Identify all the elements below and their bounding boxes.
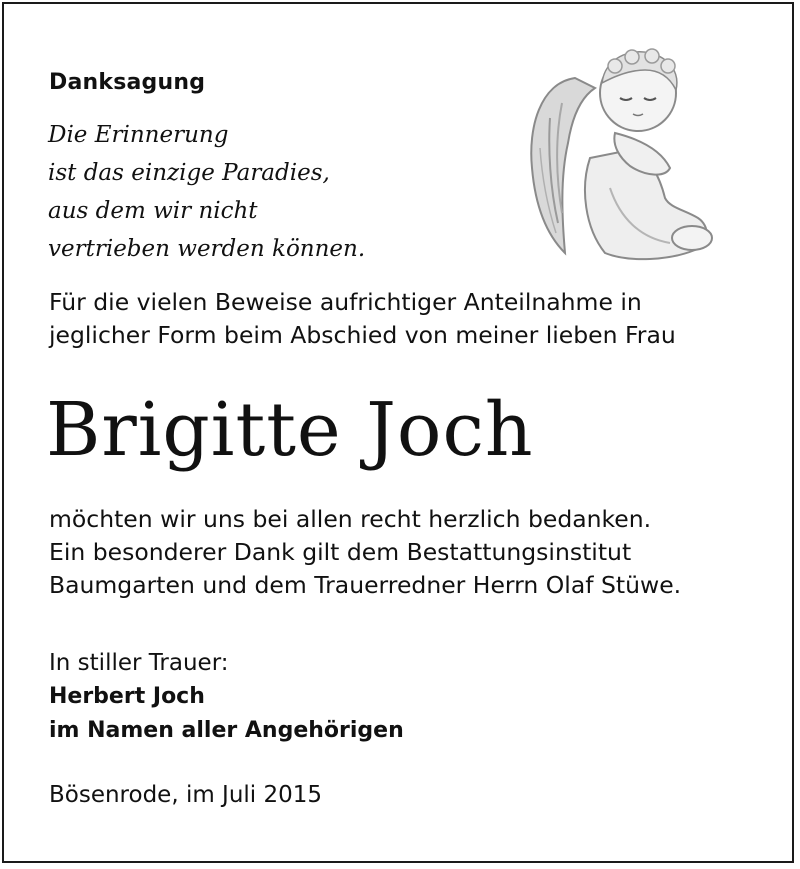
notice-heading: Danksagung [49,70,206,95]
place-date: Bösenrode, im Juli 2015 [49,782,323,808]
intro-paragraph [49,286,676,352]
deceased-name: Brigitte Joch [46,387,534,473]
angel-figure-icon [520,38,715,263]
mourning-label: In stiller Trauer: [49,650,229,676]
intro-line: jeglicher Form beim Abschied von meiner lieben Frau [49,321,676,349]
intro-line: Für die vielen Beweise aufrichtiger Anteilnahme in [49,288,642,316]
thanks-line: möchten wir uns bei allen recht herzlich bedanken. [49,505,652,533]
quote-line: ist das einzige Paradies, [48,160,330,186]
thanks-line: Baumgarten und dem Trauerredner Herrn Olaf Stüwe. [49,571,682,599]
quote-line: Die Erinnerung [48,122,229,148]
mourner-note: im Namen aller Angehörigen [49,718,404,743]
memorial-quote [48,116,365,268]
quote-line: vertrieben werden können. [48,236,366,262]
quote-line: aus dem wir nicht [48,198,258,224]
thanks-line: Ein besonderer Dank gilt dem Bestattungsinstitut [49,538,632,566]
mourners-block [49,646,404,748]
mourner-name: Herbert Joch [49,684,205,709]
thanks-paragraph [49,503,681,602]
